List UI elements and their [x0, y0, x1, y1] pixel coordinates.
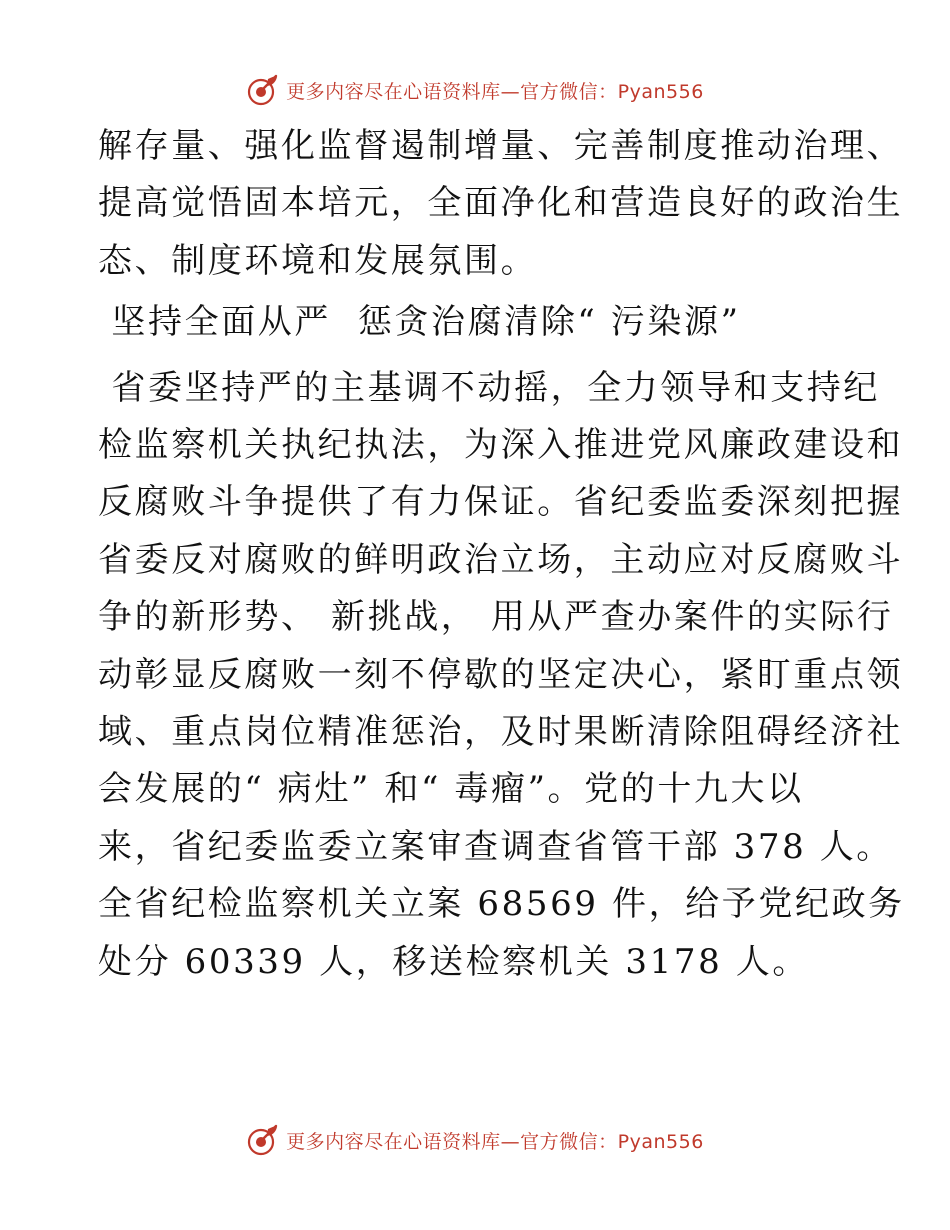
text-line: 动彰显反腐败一刻不停歇的坚定决心，紧盯重点领 [98, 654, 904, 695]
text-line: 会发展的“ 病灶” 和“ 毒瘤”。党的十九大以 [98, 769, 804, 810]
text-line: 态、制度环境和发展氛围。 [98, 240, 538, 281]
text-line: 省委坚持严的主基调不动摇，全力领导和支持纪 [98, 367, 881, 408]
watermark-handle: Pyan556 [617, 80, 704, 103]
text-line: 争的新形势、 新挑战， 用从严查办案件的实际行 [98, 597, 894, 638]
heading-text: 坚持全面从严 惩贪治腐清除“ 污染源” [98, 302, 741, 343]
text-line: 解存量、强化监督遏制增量、完善制度推动治理、 [98, 126, 904, 166]
text-line: 处分 60339 人，移送检察机关 3178 人。 [98, 941, 809, 982]
text-line: 域、重点岗位精准惩治，及时果断清除阻碍经济社 [98, 712, 904, 753]
footer-watermark [0, 1120, 950, 1160]
feather-pen-seal-icon [246, 73, 280, 107]
paragraph-2 [98, 360, 905, 991]
text-line: 提高觉悟固本培元，全面净化和营造良好的政治生 [98, 183, 904, 224]
watermark-handle: Pyan556 [617, 1130, 704, 1153]
paragraph-1 [98, 118, 904, 290]
watermark-text: 更多内容尽在心语资料库—官方微信： [286, 1130, 618, 1153]
document-body [98, 118, 905, 991]
text-line: 检监察机关执纪执法，为深入推进党风廉政建设和 [98, 425, 904, 466]
section-heading [98, 294, 858, 351]
watermark-text: 更多内容尽在心语资料库—官方微信： [286, 80, 618, 103]
text-line: 省委反对腐败的鲜明政治立场，主动应对反腐败斗 [98, 539, 904, 580]
text-line: 来，省纪委监委立案审查调查省管干部 378 人。 [98, 826, 893, 867]
text-line: 反腐败斗争提供了有力保证。省纪委监委深刻把握 [98, 482, 904, 523]
feather-pen-seal-icon [246, 1123, 280, 1157]
header-watermark [0, 70, 950, 110]
text-line: 全省纪检监察机关立案 68569 件，给予党纪政务 [98, 884, 905, 925]
